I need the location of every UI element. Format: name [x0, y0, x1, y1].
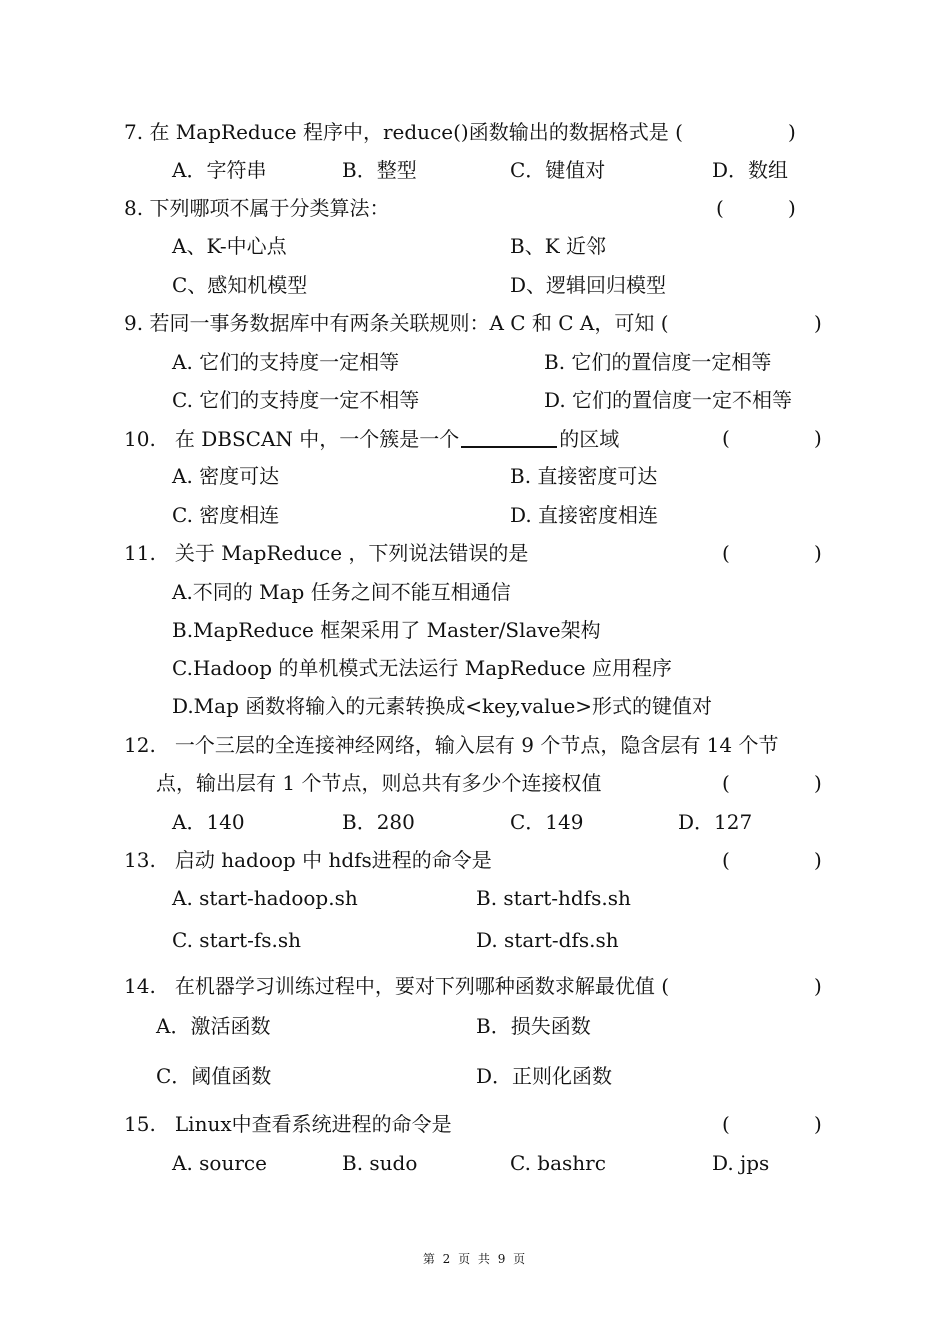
option-b: B．损失函数	[476, 1014, 591, 1038]
question-text: 在 MapReduce 程序中，reduce()函数输出的数据格式是 (	[149, 120, 683, 144]
option-d: D. 它们的置信度一定不相等	[544, 388, 793, 412]
option-c: C. 密度相连	[172, 503, 280, 527]
answer-paren-close: )	[814, 311, 822, 335]
question-number: 12.	[124, 733, 156, 757]
question-text: 一个三层的全连接神经网络，输入层有 9 个节点，隐含层有 14 个节	[174, 733, 779, 757]
question-number: 8.	[124, 196, 144, 220]
option-a: A. start-hadoop.sh	[172, 886, 358, 910]
answer-paren-open: (	[722, 426, 730, 450]
option-d: D.Map 函数将输入的元素转换成<key,value>形式的键值对	[172, 694, 713, 718]
option-c: C．键值对	[510, 158, 606, 182]
question-13	[124, 848, 492, 872]
option-b: B. start-hdfs.sh	[476, 886, 631, 910]
question-text-tail: 的区域	[559, 427, 620, 451]
option-b: B、K 近邻	[510, 234, 606, 258]
answer-paren-close: )	[814, 848, 822, 872]
option-a: A．字符串	[172, 158, 267, 182]
question-text: 关于 MapReduce ，下列说法错误的是	[174, 541, 529, 565]
option-d: D. start-dfs.sh	[476, 928, 619, 952]
option-c: C. 它们的支持度一定不相等	[172, 388, 420, 412]
question-7	[124, 120, 683, 144]
option-b: B．整型	[342, 158, 417, 182]
option-d: D. jps	[712, 1151, 770, 1175]
option-c: C.Hadoop 的单机模式无法运行 MapReduce 应用程序	[172, 656, 672, 680]
question-text: Linux中查看系统进程的命令是	[174, 1112, 452, 1136]
fill-blank	[461, 426, 557, 448]
answer-paren-close: )	[814, 974, 822, 998]
question-9	[124, 311, 669, 335]
answer-paren-open: (	[722, 848, 730, 872]
option-a: A．140	[172, 810, 245, 834]
question-number: 7.	[124, 120, 144, 144]
question-10	[124, 426, 619, 451]
option-b: B. 它们的置信度一定相等	[544, 350, 772, 374]
question-number: 9.	[124, 311, 144, 335]
question-text: 在 DBSCAN 中，一个簇是一个	[174, 427, 460, 451]
option-a: A. 密度可达	[172, 464, 280, 488]
answer-paren-close: )	[814, 426, 822, 450]
question-number: 11.	[124, 541, 156, 565]
option-b: B. 直接密度可达	[510, 464, 658, 488]
question-14	[124, 974, 669, 998]
answer-paren-close: )	[788, 120, 796, 144]
question-text: 启动 hadoop 中 hdfs进程的命令是	[174, 848, 492, 872]
question-number: 15.	[124, 1112, 156, 1136]
question-11	[124, 541, 528, 565]
answer-paren-close: )	[814, 541, 822, 565]
option-c: C. start-fs.sh	[172, 928, 302, 952]
question-text: 若同一事务数据库中有两条关联规则：A C 和 C A，可知 (	[149, 311, 669, 335]
question-12-continued: 点，输出层有 1 个节点，则总共有多少个连接权值	[156, 771, 602, 795]
answer-paren-close: )	[814, 1112, 822, 1136]
question-12	[124, 733, 779, 757]
question-number: 14.	[124, 974, 156, 998]
option-c: C、感知机模型	[172, 273, 308, 297]
answer-paren-close: )	[788, 196, 796, 220]
option-a: A.不同的 Map 任务之间不能互相通信	[172, 580, 511, 604]
question-text: 在机器学习训练过程中，要对下列哪种函数求解最优值 (	[174, 974, 670, 998]
option-d: D．数组	[712, 158, 789, 182]
option-b: B. sudo	[342, 1151, 418, 1175]
option-b: B．280	[342, 810, 415, 834]
option-c: C．阈值函数	[156, 1064, 272, 1088]
option-a: A．激活函数	[156, 1014, 271, 1038]
question-8	[124, 196, 389, 220]
question-number: 10.	[124, 427, 156, 451]
option-b: B.MapReduce 框架采用了 Master/Slave架构	[172, 618, 601, 642]
option-c: C．149	[510, 810, 584, 834]
option-a: A. source	[172, 1151, 267, 1175]
answer-paren-open: (	[722, 541, 730, 565]
answer-paren-open: (	[722, 771, 730, 795]
question-15	[124, 1112, 452, 1136]
option-a: A、K-中心点	[172, 234, 287, 258]
option-a: A. 它们的支持度一定相等	[172, 350, 400, 374]
option-d: D．正则化函数	[476, 1064, 613, 1088]
answer-paren-close: )	[814, 771, 822, 795]
question-number: 13.	[124, 848, 156, 872]
answer-paren-open: (	[716, 196, 724, 220]
option-d: D、逻辑回归模型	[510, 273, 667, 297]
page-footer: 第 2 页 共 9 页	[422, 1252, 528, 1266]
option-d: D．127	[678, 810, 753, 834]
option-d: D. 直接密度相连	[510, 503, 659, 527]
option-c: C. bashrc	[510, 1151, 606, 1175]
answer-paren-open: (	[722, 1112, 730, 1136]
question-text: 下列哪项不属于分类算法：	[149, 196, 390, 220]
